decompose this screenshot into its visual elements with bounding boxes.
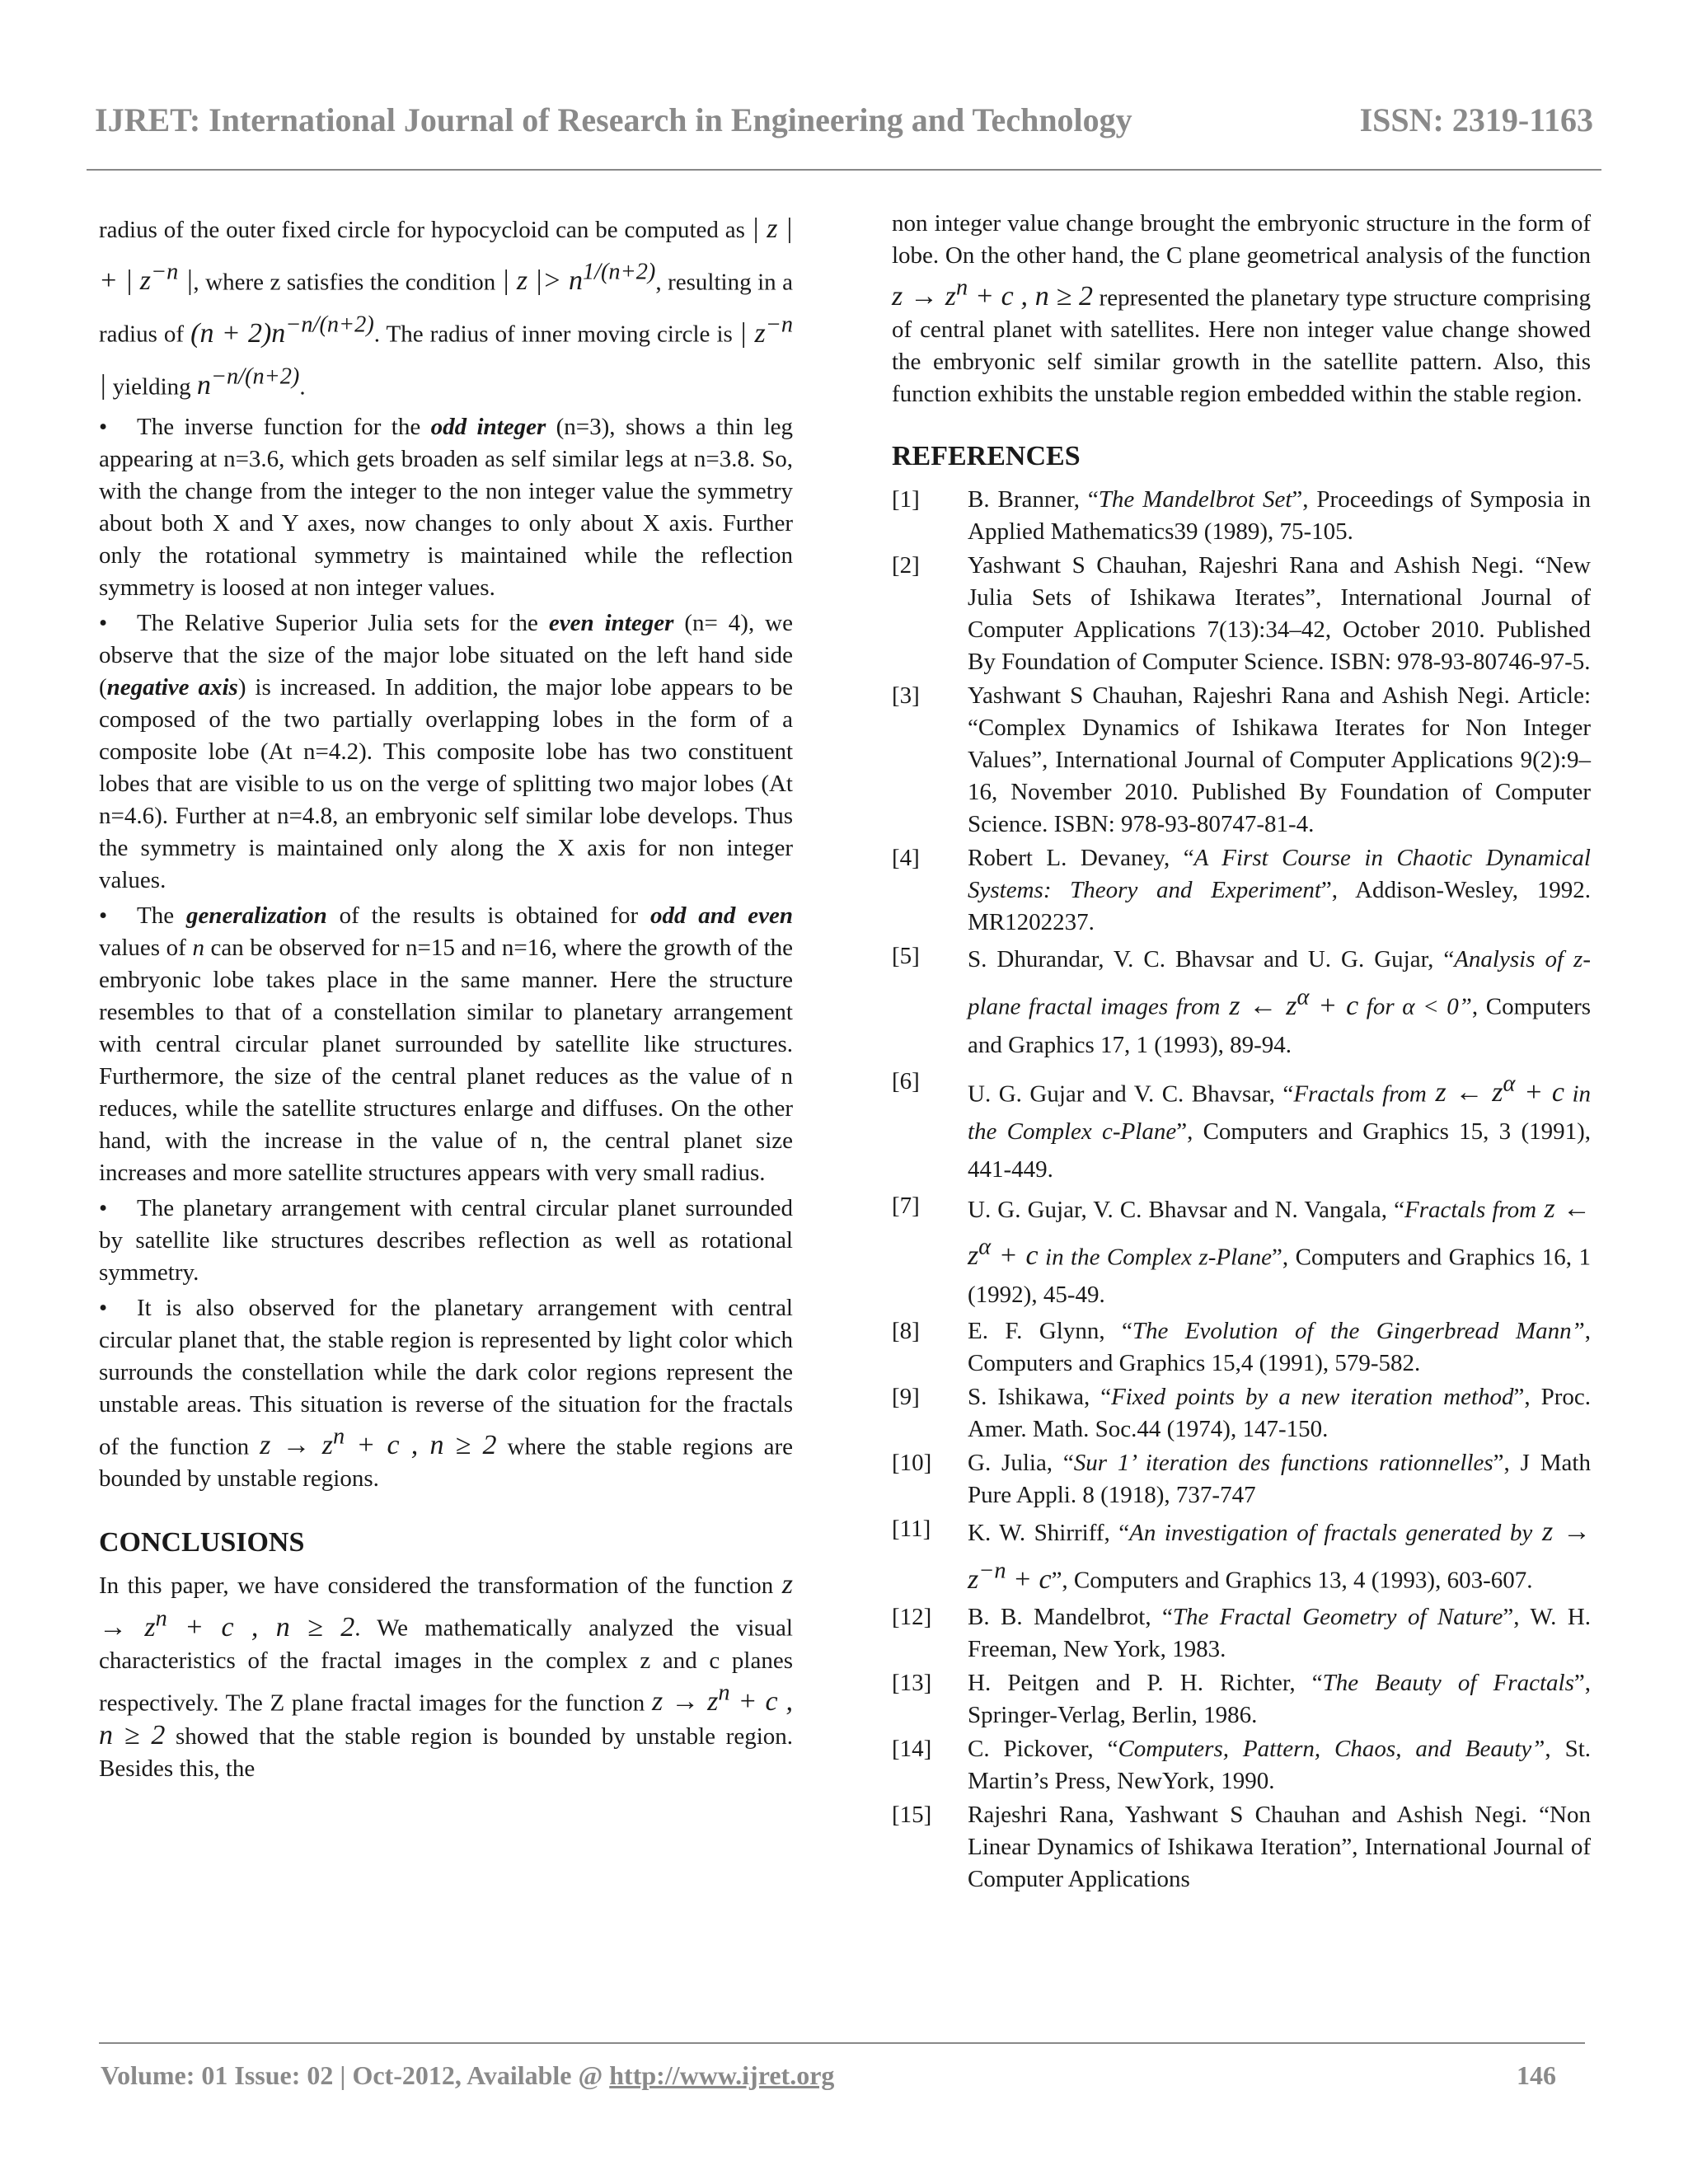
reference-number: [8] [892,1318,920,1345]
reference-number: [9] [892,1384,920,1411]
reference-item [892,1381,1591,1446]
page-footer [101,2052,1556,2098]
reference-text: U. G. Gujar and V. C. Bhavsar, “Fractals from z ← $z^\alpha + c$ in the Complex c-Plane”, Computers and Graphics 15, 3 (1991), 441-449. [968,1071,1592,1183]
issn: ISSN: 2319-1163 [1359,101,1593,138]
reference-item [892,680,1591,841]
reference-item [892,842,1591,939]
reference-item [892,550,1591,678]
reference-number: [3] [892,682,920,710]
reference-text: B. Branner, “The Mandelbrot Set”, Proceedings of Symposia in Applied Mathematics39 (1989), 75-105. [968,486,1592,546]
reference-number: [15] [892,1801,932,1828]
reference-text: Yashwant S Chauhan, Rajeshri Rana and Ashish Negi. “New Julia Sets of Ishikawa Iterates”, International Journal of Computer Applications 7(13):34–42, October 2010. Published By Foundation of Computer Science. ISBN: 978-93-80746-97-5. [968,552,1591,676]
reference-item [892,1315,1591,1380]
reference-item [892,1733,1591,1797]
reference-number: [12] [892,1603,932,1630]
reference-text: U. G. Gujar, V. C. Bhavsar and N. Vangala, “Fractals from z ← $z^\alpha + c$ in the Complex z-Plane”, Computers and Graphics 16, 1 (1992), 45-49. [968,1193,1592,1309]
conclusions-paragraph: In this paper, we have considered the transformation of the function $z \to z^n + c$ , n ≥ 2. We mathematically analyzed the visual characteristics of the fractal images in the complex z and c planes respectively. The Z plane fractal images for the function $z \to z^n + c$ , n ≥ 2 showed that the stable region is bounded by unstable region. Besides this, the [99,1569,794,1782]
reference-text: Rajeshri Rana, Yashwant S Chauhan and Ashish Negi. “Non Linear Dynamics of Ishikawa Iteration”, International Journal of Computer Applications [968,1801,1591,1892]
conclusions-heading: CONCLUSIONS [99,1527,305,1558]
footer-divider [99,2042,1585,2044]
reference-item [892,1513,1591,1599]
conclusions-continued: non integer value change brought the embryonic structure in the form of lobe. On the other hand, the C plane geometrical analysis of the function $z \to z^n + c$ , n ≥ 2 represented the planetary type structure comprising of central planet with satellites. Here non integer value change showed the embryonic self similar growth in the satellite pattern. Also, this function exhibits the unstable region embedded within the stable region. [892,210,1591,408]
bullet-odd-integer: • The inverse function for the odd integer (n=3), shows a thin leg appearing at n=3.6, which gets broaden as self similar legs at n=3.8. So, with the change from the integer to the non integer value the symmetry about both X and Y axes, now changes to only about X axis. Further only the rotational symmetry is maintained while the reflection symmetry is loosed at non integer values. [99,413,793,601]
reference-text: K. W. Shirriff, “An investigation of fractals generated by $z \to z^{-n} + c$”, Computers and Graphics 13, 4 (1993), 603-607. [968,1516,1591,1595]
reference-item [892,1667,1591,1732]
reference-number: [4] [892,845,920,872]
page-number: 146 [1517,2060,1556,2090]
reference-number: [14] [892,1735,932,1762]
reference-text: Robert L. Devaney, “A First Course in Chaotic Dynamical Systems: Theory and Experiment”, Addison-Wesley, 1992. MR1202237. [968,845,1591,936]
paragraph-radius: radius of the outer fixed circle for hypocycloid can be computed as | z | + | $z^{-n}$ |, where z satisfies the condition | z |> $n^{1/(n+2)}$, resulting in a radius of $(n + 2)n^{-n/(n+2)}$. The radius of inner moving circle is | $z^{-n}$ | yielding $n^{-n/(n+2)}$. [99,213,794,401]
reference-item [892,940,1591,1063]
left-column [99,208,793,1785]
reference-text: S. Ishikawa, “Fixed points by a new iteration method”, Proc. Amer. Math. Soc.44 (1974), 147-150. [968,1384,1592,1443]
reference-number: [1] [892,486,920,513]
reference-text: E. F. Glynn, “The Evolution of the Gingerbread Mann”, Computers and Graphics 15,4 (1991), 579-582. [968,1318,1591,1377]
reference-text: S. Dhurandar, V. C. Bhavsar and U. G. Gujar, “Analysis of z-plane fractal images from z ← $z^\alpha + c$ for α < 0”, Computers and Graphics 17, 1 (1993), 89-94. [968,946,1592,1058]
reference-text: C. Pickover, “Computers, Pattern, Chaos, and Beauty”, St. Martin’s Press, NewYork, 1990. [968,1735,1592,1794]
bullet-stable-region: • It is also observed for the planetary arrangement with central circular planet that, the stable region is represented by light color which surrounds the constellation while the dark color regions represent the unstable areas. This situation is reverse of the situation for the fractals of the function $z \to z^n + c$ , n ≥ 2 where the stable regions are bounded by unstable regions. [99,1294,794,1493]
reference-item [892,1799,1591,1896]
references-list [892,484,1591,1895]
reference-number: [10] [892,1450,932,1477]
reference-number: [11] [892,1516,931,1543]
reference-item [892,1447,1591,1511]
reference-text: Yashwant S Chauhan, Rajeshri Rana and Ashish Negi. Article: “Complex Dynamics of Ishikawa Iterates for Non Integer Values”, International Journal of Computer Applications 9(2):9–16, November 2010. Published By Foundation of Computer Science. ISBN: 978-93-80747-81-4. [968,682,1591,838]
reference-number: [2] [892,552,920,579]
reference-number: [7] [892,1192,920,1219]
bullet-generalization: • The generalization of the results is obtained for odd and even values of n can be observed for n=15 and n=16, where the growth of the embryonic lobe takes place in the same manner. Here the structure resembles to that of a constellation similar to planetary arrangement with central circular planet surrounded by satellite like structures. Furthermore, the size of the central planet reduces as the value of n reduces, while the satellite structures enlarge and diffuses. On the other hand, with the increase in the value of n, the central planet size increases and more satellite structures appears with very small radius. [99,902,794,1186]
reference-number: [6] [892,1067,920,1094]
reference-text: H. Peitgen and P. H. Richter, “The Beauty of Fractals”, Springer-Verlag, Berlin, 1986. [968,1669,1591,1728]
header-divider [87,169,1601,171]
right-column [892,208,1591,1897]
bullet-planetary: • The planetary arrangement with central circular planet surrounded by satellite like structures describes reflection as well as rotational symmetry. [99,1194,793,1286]
reference-item [892,1601,1591,1666]
journal-title: IJRET: International Journal of Research in Engineering and Technology [95,101,1132,138]
journal-link[interactable]: http://www.ijret.org [609,2060,835,2090]
reference-item [892,1066,1591,1188]
references-heading: REFERENCES [892,441,1081,472]
page-header [95,95,1593,144]
reference-text: B. B. Mandelbrot, “The Fractal Geometry of Nature”, W. H. Freeman, New York, 1983. [968,1603,1592,1662]
reference-text: G. Julia, “Sur 1’ iteration des functions rationnelles”, J Math Pure Appli. 8 (1918), 737-747 [968,1450,1591,1509]
bullet-even-integer: • The Relative Superior Julia sets for the even integer (n= 4), we observe that the size of the major lobe situated on the left hand side (negative axis) is increased. In addition, the major lobe appears to be composed of the two partially overlapping lobes in the form of a composite lobe (At n=4.2). This composite lobe has two constituent lobes that are visible to us on the verge of splitting two major lobes (At n=4.6). Further at n=4.8, an embryonic self similar lobe develops. Thus the symmetry is maintained only along the X axis for non integer values. [99,609,793,893]
reference-number: [5] [892,943,920,970]
reference-item [892,484,1591,548]
reference-number: [13] [892,1669,932,1696]
reference-item [892,1190,1591,1314]
footer-volume: Volume: 01 Issue: 02 | Oct-2012, Available @ http://www.ijret.org [101,2060,835,2090]
